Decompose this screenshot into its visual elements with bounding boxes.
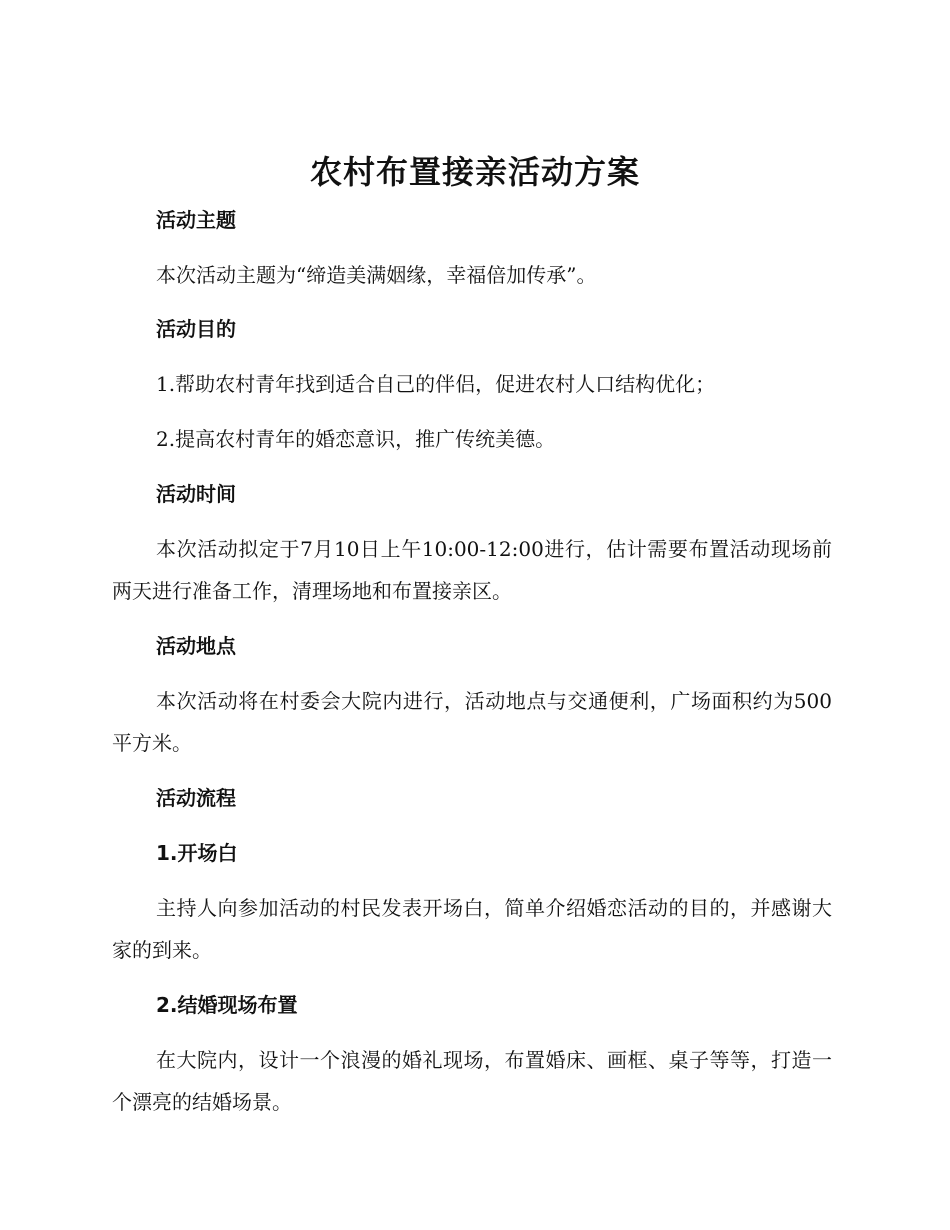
section-heading-location: 活动地点 [156, 634, 236, 658]
document-title: 农村布置接亲活动方案 [309, 153, 640, 191]
section-heading-time: 活动时间 [156, 482, 236, 506]
paragraph-theme: 本次活动主题为“缔造美满姻缘，幸福倍加传承”。 [156, 263, 597, 287]
paragraph-time: 本次活动拟定于7月10日上午10:00-12:00进行，估计需要布置活动现场前两天进行准备工作，清理场地和布置接亲区。 [112, 537, 832, 603]
section-heading-purpose: 活动目的 [156, 317, 236, 341]
paragraph-purpose-1: 1.帮助农村青年找到适合自己的伴侣，促进农村人口结构优化； [156, 372, 716, 396]
subheading-opening: 1.开场白 [156, 841, 238, 865]
section-heading-theme: 活动主题 [156, 208, 236, 232]
subheading-wedding-setup: 2.结婚现场布置 [156, 993, 298, 1017]
paragraph-location: 本次活动将在村委会大院内进行，活动地点与交通便利，广场面积约为500平方米。 [112, 689, 832, 755]
paragraph-opening: 主持人向参加活动的村民发表开场白，简单介绍婚恋活动的目的，并感谢大家的到来。 [112, 896, 832, 962]
section-heading-process: 活动流程 [156, 786, 236, 810]
paragraph-wedding-setup: 在大院内，设计一个浪漫的婚礼现场，布置婚床、画框、桌子等等，打造一个漂亮的结婚场景。 [112, 1048, 832, 1114]
paragraph-purpose-2: 2.提高农村青年的婚恋意识，推广传统美德。 [156, 427, 556, 451]
